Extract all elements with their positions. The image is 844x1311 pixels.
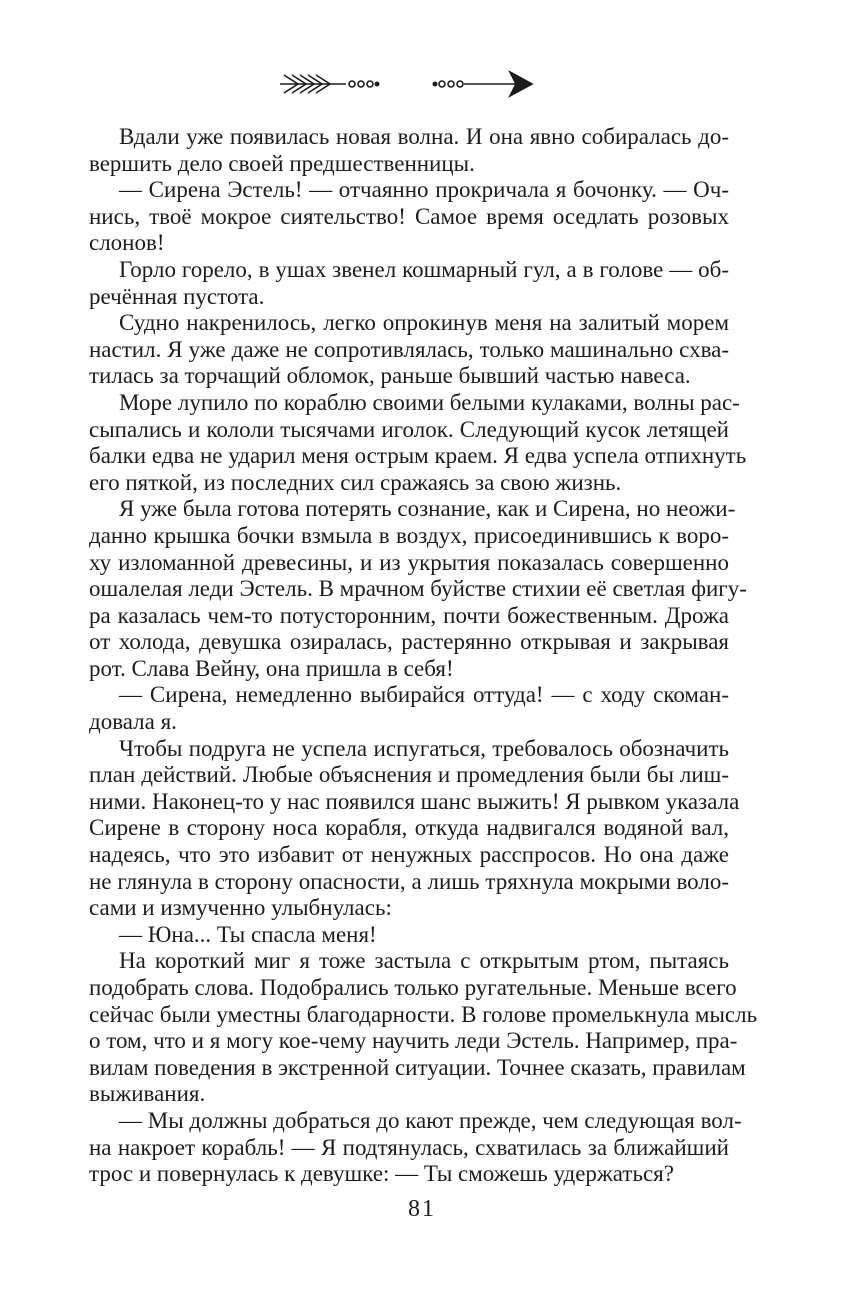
page-number: 81 [408,1196,436,1222]
text-line: сейчас были уместны благодарности. В голове промелькнула мысль [89,1001,758,1027]
paragraph [89,496,747,682]
text-line: Море лупило по кораблю своими белыми кулаками, волны рас- [119,389,740,415]
paragraph [89,257,729,310]
text-line: речённая пустота. [89,283,265,309]
text-line: — Сирена, немедленно выбирайся оттуда! — с ходу скоман- [119,682,729,708]
text-line: трос и повернулась к девушке: — Ты сможешь удержаться? [89,1161,674,1187]
text-line: Я уже была готова потерять сознание, как и Сирена, но неожи- [119,496,736,522]
text-line: тилась за торчащий обломок, раньше бывший частью навеса. [89,363,691,389]
text-line: надеясь, что это избавит от ненужных расспросов. Но она даже [89,842,729,868]
text-line: Горло горело, в ушах звенел кошмарный гул, а в голове — об- [119,256,729,282]
text-line: рот. Слава Вейну, она пришла в себя! [89,655,454,681]
paragraph [89,682,729,735]
text-line: план действий. Любые объяснения и промедления были бы лиш- [89,762,729,788]
text-line: вилам поведения в экстренной ситуации. Точнее сказать, правилам [89,1054,746,1080]
text-line: слонов! [89,230,165,256]
text-line: На короткий миг я тоже застыла с открытым ртом, пытаясь [119,948,729,974]
text-line: Сирене в сторону носа корабля, откуда надвигался водяной вал, [89,815,729,841]
paragraph [89,922,729,949]
paragraph [89,735,740,922]
text-line: ху изломанной древесины, и из укрытия показалась совершенно [89,549,729,575]
text-line: сами и измученно улыбнулась: [89,895,392,921]
text-line: ними. Наконец-то у нас появился шанс выжить! Я рывком указала [89,788,740,814]
paragraph [89,310,729,390]
text-line: на накроет корабль! — Я подтянулась, схватилась за ближайший [89,1134,729,1160]
text-line: Судно накренилось, легко опрокинув меня на залитый морем [119,310,729,336]
text-line: его пяткой, из последних сил сражаясь за свою жизнь. [89,469,622,495]
text-line: настил. Я уже даже не сопротивлялась, только машинально схва- [89,336,729,362]
text-line: сыпались и кололи тысячами иголок. Следующий кусок летящей [89,416,729,442]
paragraph [89,1107,742,1188]
paragraph [89,124,729,177]
text-line: вершить дело своей предшественницы. [89,150,475,176]
decorative-ornament [276,62,536,106]
text-line: довала я. [89,709,177,735]
text-line: о том, что и я могу кое-чему научить леди Эстель. Например, пра- [89,1028,738,1054]
text-line: подобрать слова. Подобрались только ругательные. Меньше всего [89,975,737,1000]
paragraph [89,177,729,257]
body-text [89,124,758,1188]
paragraph [89,389,747,496]
text-line: ошалелая леди Эстель. В мрачном буйстве стихии её светлая фигу- [89,576,747,602]
text-line: — Мы должны добраться до кают прежде, чем следующая вол- [119,1107,742,1133]
text-line: Вдали уже появилась новая волна. И она явно собиралась до- [119,124,729,149]
text-line: ра казалась чем-то потусторонним, почти божественным. Дрожа [89,602,729,628]
text-line: нись, твоё мокрое сиятельство! Самое время оседлать розовых [89,203,729,229]
text-line: не глянула в сторону опасности, а лишь тряхнула мокрыми воло- [89,868,729,894]
paragraph [89,948,758,1108]
text-line: Чтобы подруга не успела испугаться, требовалось обозначить [119,735,729,761]
text-line: балки едва не ударил меня острым краем. Я едва успела отпихнуть [89,443,747,469]
text-line: от холода, девушка озиралась, растерянно открывая и закрывая [89,629,729,655]
text-line: данно крышка бочки взмыла в воздух, присоединившись к воро- [89,522,729,548]
text-line: — Сирена Эстель! — отчаянно прокричала я бочонку. — Оч- [119,177,729,203]
text-line: — Юна... Ты спасла меня! [119,921,377,947]
text-line: выживания. [89,1081,206,1107]
